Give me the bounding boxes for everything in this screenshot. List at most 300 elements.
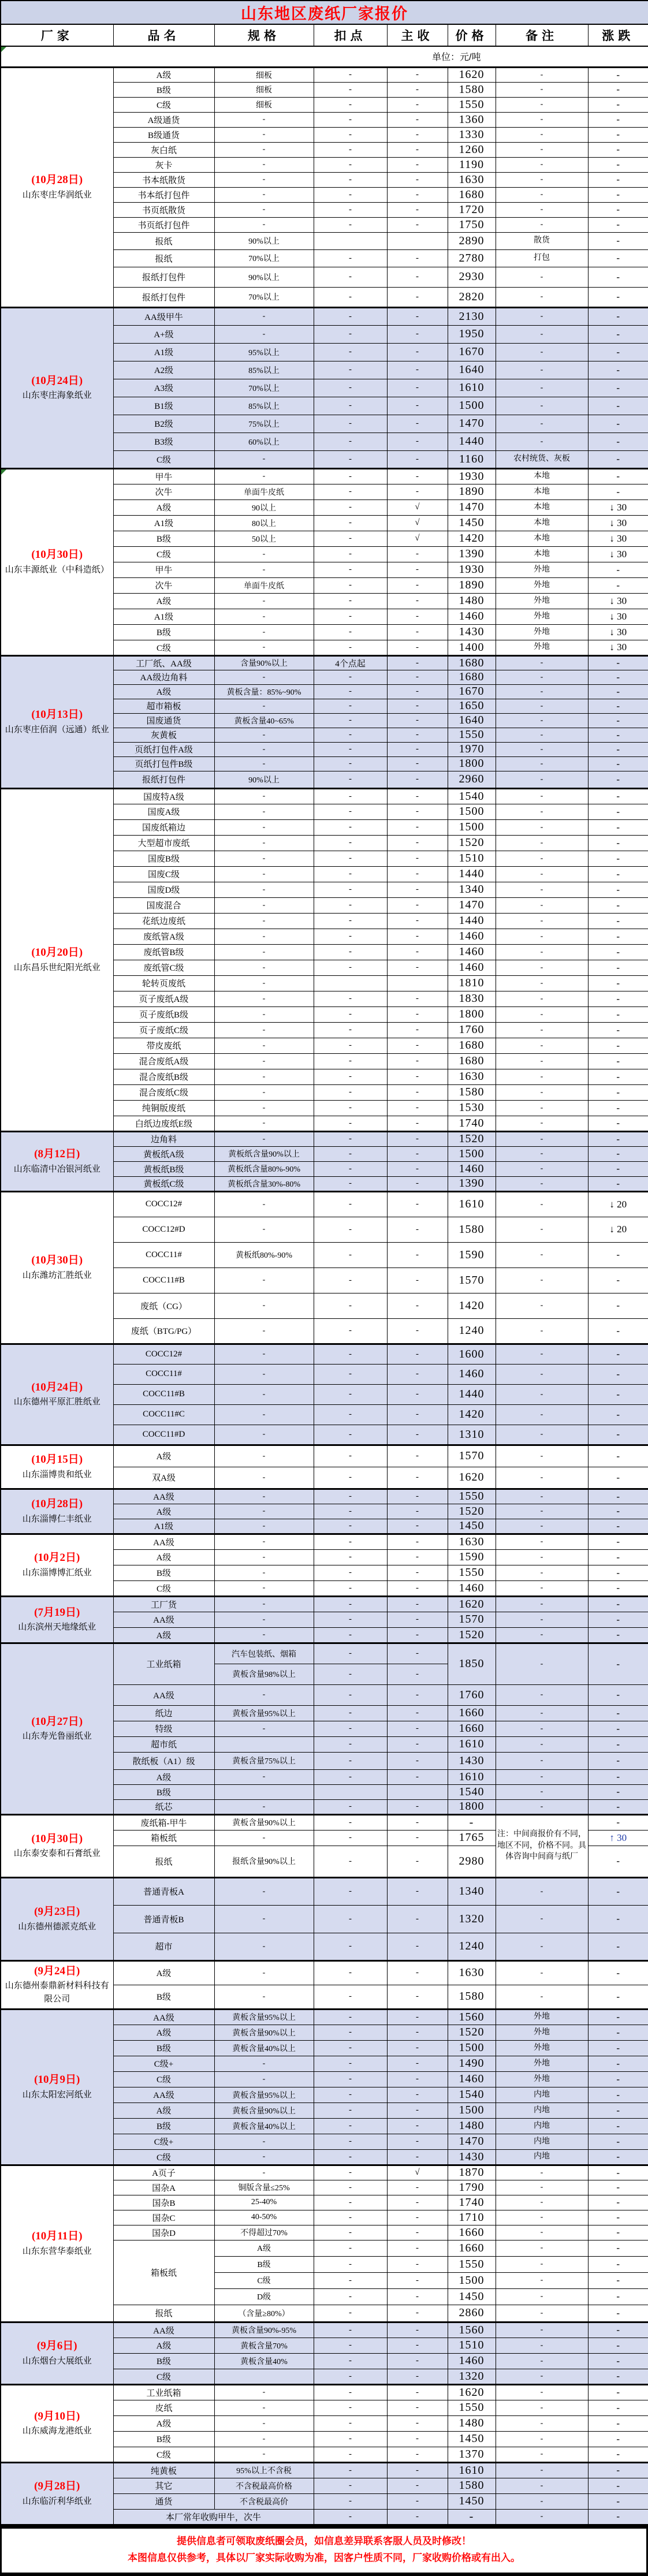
- note-cell: -: [496, 1627, 588, 1643]
- factory-name: 山东滨州天地缘纸业: [18, 1623, 96, 1632]
- product-cell: 国杂B: [113, 2195, 214, 2210]
- product-cell: 普通青板A: [113, 1877, 214, 1905]
- price-cell: 1440: [448, 1384, 496, 1404]
- note-cell: 外地: [496, 562, 588, 577]
- price-cell: 1480: [448, 2415, 496, 2431]
- note-cell: 外地: [496, 577, 588, 593]
- product-cell: A级: [113, 1960, 214, 1985]
- factory-name: 山东淄博贵和纸业: [22, 1470, 92, 1479]
- product-cell: 国废混合: [113, 897, 214, 913]
- spec-cell: -: [214, 1580, 314, 1596]
- spec-cell: -: [214, 624, 314, 640]
- price-cell: 1460: [448, 944, 496, 960]
- product-cell: C级: [113, 97, 214, 112]
- note-cell: -: [496, 1736, 588, 1752]
- change-cell: -: [588, 655, 648, 670]
- spec-cell: 50以上: [214, 531, 314, 546]
- accept-cell: -: [387, 1293, 448, 1318]
- price-cell: 1310: [448, 1425, 496, 1445]
- product-cell: 灰白纸: [113, 142, 214, 157]
- spec-cell: -: [214, 157, 314, 172]
- deduction-cell: -: [314, 287, 387, 307]
- price-cell: 1340: [448, 1877, 496, 1905]
- spec-cell: 黄板含量40%以上: [214, 2040, 314, 2056]
- product-cell: 黄板纸A级: [113, 1146, 214, 1161]
- product-cell: 大型超市废纸: [113, 835, 214, 851]
- deduction-cell: -: [314, 640, 387, 655]
- price-cell: 1420: [448, 1404, 496, 1425]
- deduction-cell: -: [314, 1580, 387, 1596]
- accept-cell: -: [387, 2025, 448, 2040]
- spec-cell: -: [214, 127, 314, 142]
- deduction-cell: -: [314, 2256, 387, 2272]
- price-cell: 1930: [448, 468, 496, 484]
- note-cell: -: [496, 1242, 588, 1268]
- price-cell: 1440: [448, 433, 496, 450]
- deduction-cell: -: [314, 1006, 387, 1022]
- column-header: 规格: [214, 24, 314, 46]
- spec-cell: -: [214, 1318, 314, 1344]
- change-cell: -: [588, 307, 648, 325]
- change-cell: -: [588, 2040, 648, 2056]
- factory-date: (10月15日): [31, 1453, 83, 1466]
- note-cell: -: [496, 913, 588, 929]
- price-cell: 1890: [448, 484, 496, 499]
- note-cell: -: [496, 835, 588, 851]
- deduction-cell: -: [314, 2165, 387, 2180]
- note-cell: -: [496, 1721, 588, 1736]
- price-cell: 1610: [448, 1769, 496, 1784]
- deduction-cell: 4个点起: [314, 655, 387, 670]
- accept-cell: -: [387, 2195, 448, 2210]
- note-cell: -: [496, 415, 588, 433]
- deduction-cell: -: [314, 788, 387, 804]
- change-cell: -: [588, 172, 648, 187]
- table-row: [1, 2322, 648, 2338]
- deduction-cell: -: [314, 1069, 387, 1084]
- change-cell: -: [588, 142, 648, 157]
- deduction-cell: -: [314, 1425, 387, 1445]
- price-cell: 1680: [448, 1038, 496, 1053]
- spec-cell: -: [214, 112, 314, 127]
- accept-cell: -: [387, 2305, 448, 2322]
- factory-cell: [1, 2165, 113, 2322]
- footer-note: [0, 2525, 648, 2576]
- factory-cell: [1, 655, 113, 788]
- change-cell: -: [588, 1814, 648, 1830]
- product-cell: 页子废纸A级: [113, 991, 214, 1006]
- spec-cell: -: [214, 2071, 314, 2087]
- spec-cell: -: [214, 1684, 314, 1705]
- note-cell: -: [496, 2180, 588, 2195]
- product-cell: 特级: [113, 1721, 214, 1736]
- deduction-cell: -: [314, 2056, 387, 2071]
- change-cell: -: [588, 2509, 648, 2525]
- price-cell: 1710: [448, 2210, 496, 2225]
- spec-cell: -: [214, 1404, 314, 1425]
- note-cell: -: [496, 1769, 588, 1784]
- deduction-cell: -: [314, 1038, 387, 1053]
- note-cell: -: [496, 1933, 588, 1960]
- price-cell: 1550: [448, 1565, 496, 1580]
- change-cell: -: [588, 2025, 648, 2040]
- table-row: [1, 1489, 648, 1504]
- accept-cell: -: [387, 1596, 448, 1612]
- change-cell: -: [588, 2056, 648, 2071]
- spec-cell: 70%以上: [214, 287, 314, 307]
- deduction-cell: -: [314, 684, 387, 699]
- column-header-row: [1, 24, 648, 46]
- product-cell: 混合废纸C级: [113, 1084, 214, 1100]
- product-cell: 国废A级: [113, 804, 214, 819]
- product-cell: 废纸箱-甲牛: [113, 1814, 214, 1830]
- spec-cell: -: [214, 1489, 314, 1504]
- factory-date: (9月28日): [34, 2480, 80, 2493]
- change-cell: -: [588, 127, 648, 142]
- product-cell: 混合废纸B级: [113, 1069, 214, 1084]
- product-cell: A级: [113, 1445, 214, 1467]
- change-cell: -: [588, 1504, 648, 1519]
- factory-name: 山东太阳宏河纸业: [22, 2090, 92, 2100]
- change-cell: -: [588, 1799, 648, 1814]
- deduction-cell: -: [314, 1565, 387, 1580]
- accept-cell: -: [387, 450, 448, 468]
- accept-cell: -: [387, 1053, 448, 1069]
- product-cell: 页子废纸B级: [113, 1006, 214, 1022]
- note-cell: -: [496, 1784, 588, 1799]
- factory-date: (8月12日): [34, 1148, 80, 1161]
- product-cell: 书本纸散货: [113, 172, 214, 187]
- factory-date: (10月30日): [31, 549, 83, 561]
- change-cell: -: [588, 249, 648, 267]
- deduction-cell: -: [314, 1176, 387, 1191]
- title-row: [1, 1, 648, 24]
- deduction-cell: -: [314, 1217, 387, 1242]
- table-row: [1, 67, 648, 82]
- product-cell: AA级: [113, 1612, 214, 1627]
- note-cell: 内地: [496, 2118, 588, 2134]
- change-cell: ↑ 30: [588, 1830, 648, 1846]
- factory-date: (9月24日): [34, 1964, 80, 1977]
- accept-cell: -: [387, 1344, 448, 1364]
- spec-cell: 黄板含量95%以上: [214, 2087, 314, 2102]
- price-cell: 1460: [448, 2353, 496, 2369]
- price-cell: 1550: [448, 1489, 496, 1504]
- price-cell: 1790: [448, 2180, 496, 2195]
- note-cell: 打包: [496, 249, 588, 267]
- price-cell: 2780: [448, 249, 496, 267]
- change-cell: -: [588, 2400, 648, 2415]
- change-cell: -: [588, 819, 648, 835]
- spec-cell: -: [214, 1905, 314, 1933]
- accept-cell: -: [387, 1268, 448, 1293]
- unit-cell: [1, 46, 648, 67]
- price-cell: 1680: [448, 670, 496, 684]
- product-cell: 页纸打包件A级: [113, 742, 214, 756]
- accept-cell: -: [387, 307, 448, 325]
- accept-cell: -: [387, 1116, 448, 1131]
- note-cell: -: [496, 1384, 588, 1404]
- note-cell: -: [496, 2225, 588, 2240]
- spec-cell: 黄板含量：85%~90%: [214, 684, 314, 699]
- product-cell: 废纸管A级: [113, 929, 214, 944]
- spec-cell: 60%以上: [214, 433, 314, 450]
- note-cell: 外地: [496, 624, 588, 640]
- deduction-cell: -: [314, 187, 387, 202]
- factory-date: (10月13日): [31, 709, 83, 721]
- product-cell: A级: [113, 1627, 214, 1643]
- change-cell: -: [588, 2447, 648, 2462]
- product-cell: 超市纸: [113, 1736, 214, 1752]
- spec-cell: -: [214, 835, 314, 851]
- spec-cell: -: [214, 1445, 314, 1467]
- product-cell: B1级: [113, 397, 214, 415]
- factory-cell: [1, 2384, 113, 2462]
- price-cell: 1470: [448, 897, 496, 913]
- accept-cell: -: [387, 2462, 448, 2478]
- note-cell: 内地: [496, 2149, 588, 2165]
- price-cell: 1580: [448, 1217, 496, 1242]
- accept-cell: -: [387, 1038, 448, 1053]
- price-cell: 1570: [448, 1445, 496, 1467]
- change-cell: ↓ 30: [588, 609, 648, 624]
- change-cell: -: [588, 1006, 648, 1022]
- note-cell: -: [496, 771, 588, 788]
- price-cell: 1550: [448, 2256, 496, 2272]
- price-cell: 1630: [448, 1960, 496, 1985]
- change-cell: -: [588, 2118, 648, 2134]
- price-cell: 1800: [448, 1799, 496, 1814]
- note-cell: -: [496, 172, 588, 187]
- accept-cell: -: [387, 82, 448, 97]
- column-header: 厂家: [1, 24, 113, 46]
- change-cell: ↓ 30: [588, 624, 648, 640]
- accept-cell: -: [387, 944, 448, 960]
- price-cell: 1500: [448, 2040, 496, 2056]
- column-header: 主收: [387, 24, 448, 46]
- accept-cell: -: [387, 1084, 448, 1100]
- accept-cell: -: [387, 249, 448, 267]
- change-cell: -: [588, 1384, 648, 1404]
- change-cell: -: [588, 1784, 648, 1799]
- factory-name: 山东临沂利华纸业: [22, 2496, 92, 2506]
- deduction-cell: -: [314, 1769, 387, 1784]
- table-row: [1, 1877, 648, 1905]
- column-header: 涨跌: [588, 24, 648, 46]
- accept-cell: -: [387, 1100, 448, 1116]
- spec-cell: 黄板含量90%以上: [214, 2102, 314, 2118]
- change-cell: -: [588, 415, 648, 433]
- spec-cell: C级: [214, 2272, 314, 2288]
- change-cell: -: [588, 991, 648, 1006]
- price-cell: 1570: [448, 1612, 496, 1627]
- spec-cell: B级: [214, 2256, 314, 2272]
- change-cell: -: [588, 1242, 648, 1268]
- spec-cell: 黄板含量95%以上: [214, 2009, 314, 2025]
- change-cell: -: [588, 835, 648, 851]
- accept-cell: -: [387, 1565, 448, 1580]
- deduction-cell: -: [314, 112, 387, 127]
- product-cell: 废纸（BTG/PG）: [113, 1318, 214, 1344]
- deduction-cell: -: [314, 929, 387, 944]
- price-cell: 2960: [448, 771, 496, 788]
- change-cell: -: [588, 1596, 648, 1612]
- price-cell: 1520: [448, 1504, 496, 1519]
- change-cell: -: [588, 866, 648, 882]
- product-cell: 报纸: [113, 2305, 214, 2322]
- factory-date: (10月24日): [31, 1381, 83, 1393]
- spec-cell: -: [214, 307, 314, 325]
- spec-cell: 90以上: [214, 499, 314, 515]
- note-cell: 内地: [496, 2087, 588, 2102]
- change-cell: -: [588, 1293, 648, 1318]
- note-cell: -: [496, 882, 588, 897]
- note-cell: -: [496, 684, 588, 699]
- table-row: [1, 1596, 648, 1612]
- product-cell: 报纸打包件: [113, 287, 214, 307]
- spec-cell: -: [214, 1131, 314, 1146]
- change-cell: ↓ 30: [588, 515, 648, 531]
- change-cell: -: [588, 1612, 648, 1627]
- factory-cell: [1, 2009, 113, 2165]
- deduction-cell: -: [314, 2338, 387, 2353]
- deduction-cell: -: [314, 1721, 387, 1736]
- change-cell: -: [588, 2338, 648, 2353]
- change-cell: -: [588, 2353, 648, 2369]
- accept-cell: -: [387, 2210, 448, 2225]
- change-cell: -: [588, 2462, 648, 2478]
- factory-name: 山东寿光鲁丽纸业: [22, 1732, 92, 1742]
- change-cell: -: [588, 851, 648, 866]
- accept-cell: -: [387, 2087, 448, 2102]
- deduction-cell: -: [314, 1627, 387, 1643]
- deduction-cell: -: [314, 157, 387, 172]
- note-cell: -: [496, 1612, 588, 1627]
- accept-cell: -: [387, 1643, 448, 1664]
- spec-cell: [214, 1784, 314, 1799]
- change-cell: -: [588, 882, 648, 897]
- product-cell: C级: [113, 2369, 214, 2384]
- change-cell: -: [588, 1318, 648, 1344]
- product-cell: AA级: [113, 1489, 214, 1504]
- product-cell: C级: [113, 450, 214, 468]
- table-row: [1, 2462, 648, 2478]
- price-cell: 1830: [448, 991, 496, 1006]
- change-cell: -: [588, 361, 648, 379]
- product-cell: 黄板纸C级: [113, 1176, 214, 1191]
- note-cell: -: [496, 960, 588, 975]
- deduction-cell: -: [314, 2369, 387, 2384]
- footer-line-1: 提供信息者可领取废纸圈会员，如信息差异联系客服人员及时修改！: [177, 2536, 471, 2547]
- price-cell: 1320: [448, 2369, 496, 2384]
- spec-cell: 黄板含量40%: [214, 2353, 314, 2369]
- spec-cell: -: [214, 1191, 314, 1217]
- price-cell: 1390: [448, 1176, 496, 1191]
- change-cell: ↓ 30: [588, 640, 648, 655]
- change-cell: -: [588, 2493, 648, 2509]
- change-cell: -: [588, 670, 648, 684]
- spec-cell: -: [214, 1384, 314, 1404]
- accept-cell: -: [387, 1534, 448, 1549]
- spec-cell: -: [214, 1217, 314, 1242]
- note-cell: -: [496, 2210, 588, 2225]
- factory-name: 山东淄博博汇纸业: [22, 1568, 92, 1578]
- deduction-cell: -: [314, 897, 387, 913]
- note-cell: 本地: [496, 515, 588, 531]
- price-cell: 1590: [448, 1242, 496, 1268]
- factory-name: 山东淄博仁丰纸业: [22, 1514, 92, 1524]
- spec-cell: -: [214, 1534, 314, 1549]
- product-cell: A级: [113, 2338, 214, 2353]
- spec-cell: -: [214, 640, 314, 655]
- product-cell: 废纸管B级: [113, 944, 214, 960]
- price-cell: 1260: [448, 142, 496, 157]
- deduction-cell: -: [314, 577, 387, 593]
- price-cell: 1440: [448, 913, 496, 929]
- table-row: [1, 2165, 648, 2180]
- price-cell: 1630: [448, 1069, 496, 1084]
- product-cell: 页纸打包件B级: [113, 756, 214, 771]
- accept-cell: -: [387, 655, 448, 670]
- product-cell: COCC12#: [113, 1191, 214, 1217]
- price-cell: 1680: [448, 1053, 496, 1069]
- accept-cell: √: [387, 515, 448, 531]
- deduction-cell: -: [314, 562, 387, 577]
- price-cell: 1540: [448, 2087, 496, 2102]
- factory-name: 山东德州平原汇胜纸业: [13, 1397, 100, 1407]
- column-header: 价格: [448, 24, 496, 46]
- column-header: 品名: [113, 24, 214, 46]
- price-cell: 1460: [448, 1580, 496, 1596]
- note-cell: -: [496, 82, 588, 97]
- factory-date: (10月27日): [31, 1715, 83, 1728]
- price-cell: 1460: [448, 2071, 496, 2087]
- price-cell: 1460: [448, 609, 496, 624]
- product-cell: B级: [113, 2353, 214, 2369]
- change-cell: -: [588, 2071, 648, 2087]
- product-cell: C级: [113, 2149, 214, 2165]
- change-cell: -: [588, 267, 648, 287]
- product-cell: 工业纸箱: [113, 1643, 214, 1684]
- change-cell: -: [588, 2305, 648, 2322]
- factory-name: 山东烟台大展纸业: [22, 2356, 92, 2366]
- change-cell: -: [588, 2478, 648, 2493]
- spec-cell: -: [214, 217, 314, 232]
- product-cell: C级+: [113, 2056, 214, 2071]
- accept-cell: -: [387, 897, 448, 913]
- product-cell: AA级边角料: [113, 670, 214, 684]
- note-cell: -: [496, 157, 588, 172]
- factory-name: 山东潍坊汇胜纸业: [22, 1270, 92, 1280]
- note-cell: -: [496, 379, 588, 397]
- change-cell: -: [588, 562, 648, 577]
- accept-cell: -: [387, 1664, 448, 1684]
- spec-cell: 汽车包装纸、烟箱: [214, 1643, 314, 1664]
- deduction-cell: -: [314, 728, 387, 742]
- factory-cell: [1, 307, 113, 468]
- note-cell: -: [496, 788, 588, 804]
- accept-cell: -: [387, 1721, 448, 1736]
- factory-date: (9月10日): [34, 2410, 80, 2422]
- product-cell: A1级: [113, 1519, 214, 1534]
- deduction-cell: -: [314, 804, 387, 819]
- spec-cell: -: [214, 1627, 314, 1643]
- page-title: 山东地区废纸厂家报价: [1, 1, 648, 24]
- spec-cell: -: [214, 1960, 314, 1985]
- change-cell: ↓ 30: [588, 499, 648, 515]
- spec-cell: 黄板纸含量80%-90%: [214, 1161, 314, 1176]
- accept-cell: -: [387, 1846, 448, 1877]
